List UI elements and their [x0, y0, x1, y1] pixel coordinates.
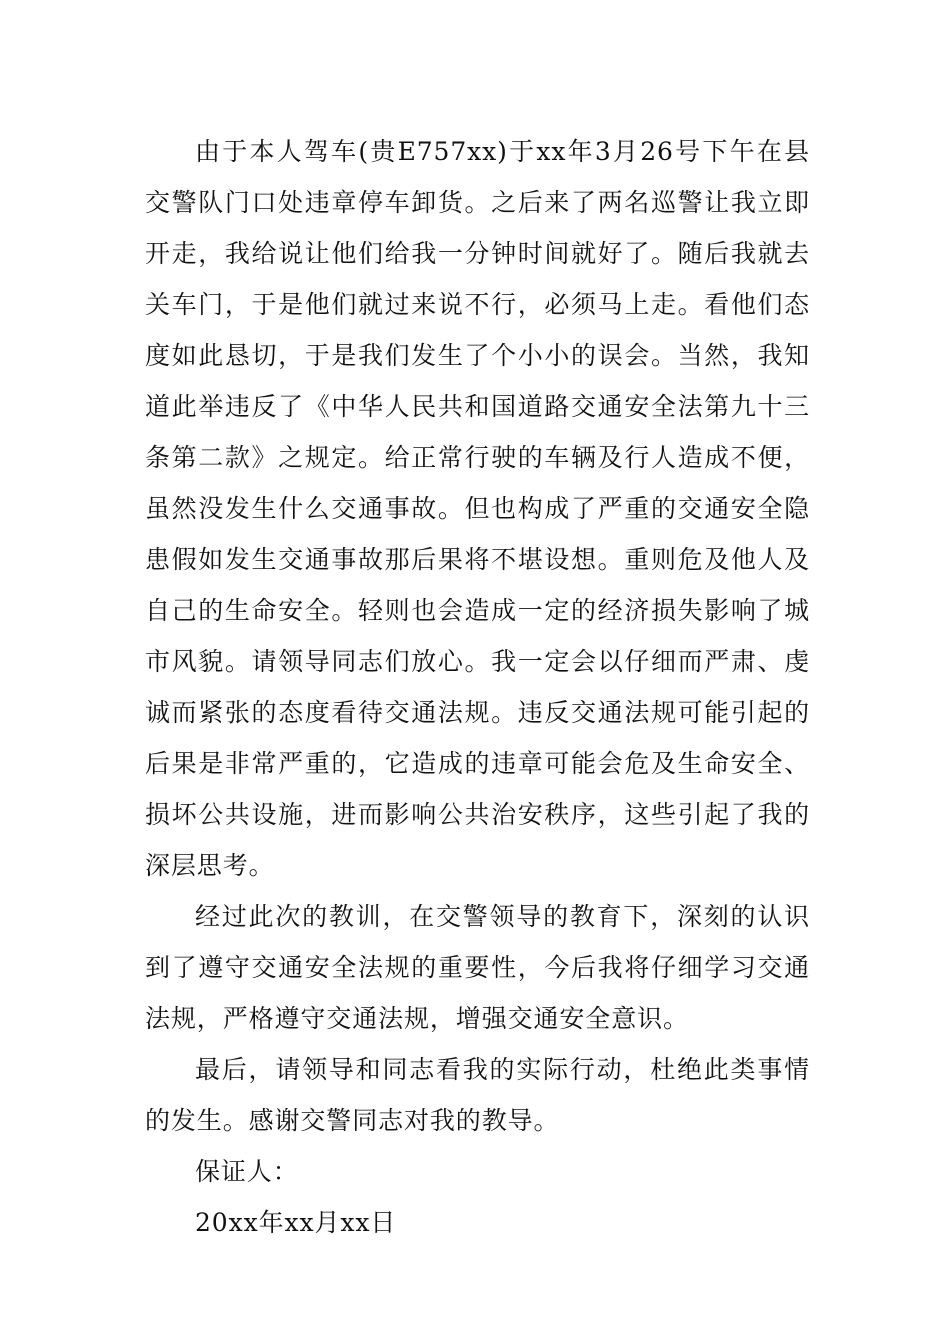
document-body — [145, 126, 810, 1248]
signature-label: 保证人： — [195, 1157, 299, 1186]
signature-date: 20xx年xx月xx日 — [195, 1208, 397, 1237]
paragraph-closing: 最后，请领导和同志看我的实际行动，杜绝此类事情的发生。感谢交警同志对我的教导。 — [145, 1055, 810, 1135]
paragraph-lesson: 经过此次的教训，在交警领导的教育下，深刻的认识到了遵守交通安全法规的重要性，今后我将仔细学习交通法规，严格遵守交通法规，增强交通安全意识。 — [145, 902, 810, 1033]
paragraph-incident: 由于本人驾车(贵E757xx)于xx年3月26号下午在县交警队门口处违章停车卸货。之后来了两名巡警让我立即开走，我给说让他们给我一分钟时间就好了。随后我就去关车门，于是他们就过来说不行，必须马上走。看他们态度如此恳切，于是我们发生了个小小的误会。当然，我知道此举违反了《中华人民共和国道路交通安全法第九十三条第二款》之规定。给正常行驶的车辆及行人造成不便，虽然没发生什么交通事故。但也构成了严重的交通安全隐患假如发生交通事故那后果将不堪设想。重则危及他人及自己的生命安全。轻则也会造成一定的经济损失影响了城市风貌。请领导同志们放心。我一定会以仔细而严肃、虔诚而紧张的态度看待交通法规。违反交通法规可能引起的后果是非常严重的，它造成的违章可能会危及生命安全、损坏公共设施，进而影响公共治安秩序，这些引起了我的深层思考。 — [145, 137, 810, 880]
